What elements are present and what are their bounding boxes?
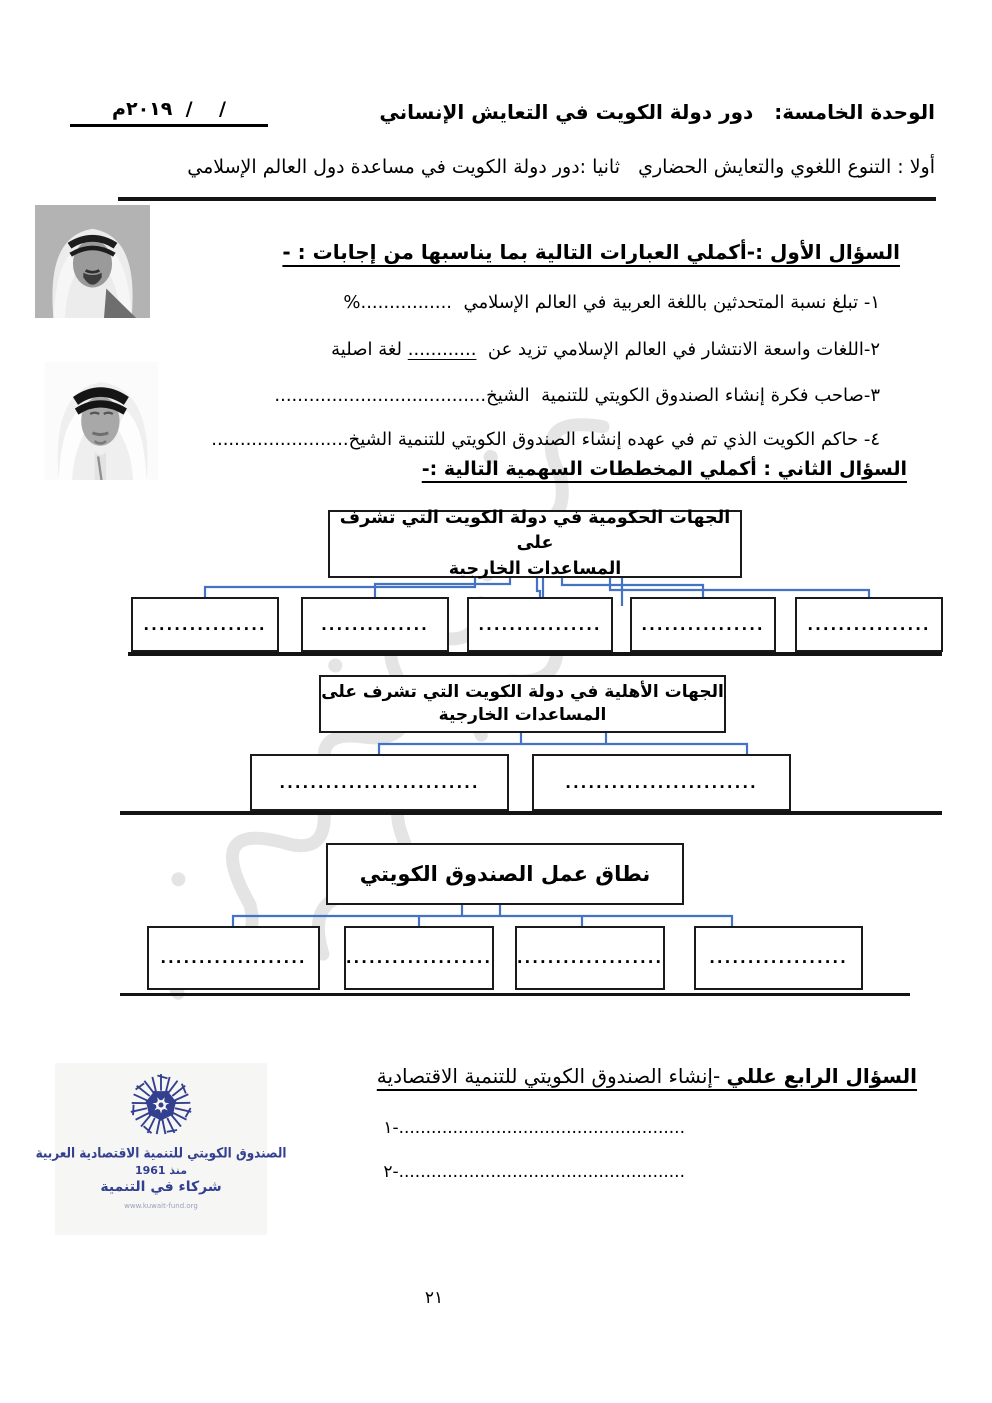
- blank-dots: ..................: [709, 949, 848, 967]
- org-chart3-title: نطاق عمل الصندوق الكويتي: [359, 862, 651, 886]
- org-chart3-blank-3: [515, 926, 665, 990]
- q1-item-3: ٣-صاحب فكرة إنشاء الصندوق الكويتي للتنمية الشيخ.....................................: [274, 385, 880, 406]
- page-title: [379, 100, 935, 124]
- blank-dots: ..........................: [279, 773, 480, 792]
- sheikh-portrait-1-image: [35, 205, 150, 318]
- sheikh-portrait-2-image: [45, 362, 158, 480]
- q4-item-2: ٢-.....................................................: [383, 1162, 685, 1182]
- org-chart1-title-line2: المساعدات الخارجية: [448, 558, 622, 579]
- chart2-divider: [120, 811, 942, 815]
- sheikh-portrait-2: [45, 362, 158, 480]
- org-chart1-blank-1: [131, 597, 279, 652]
- question1-heading: السؤال الأول :-أكملي العبارات التالية بما يناسبها من إجابات : -: [282, 240, 900, 264]
- q1-item-1: ١- تبلغ نسبة المتحدثين باللغة العربية في العالم الإسلامي ................%: [343, 292, 880, 313]
- org-chart3-blank-1: [147, 926, 320, 990]
- chart3-divider: [120, 993, 910, 996]
- blank-dots: ..............: [321, 615, 429, 634]
- org-chart2-title-line1: الجهات الأهلية في دولة الكويت التي تشرف على: [321, 682, 724, 703]
- unit-label: الوحدة الخامسة:: [774, 100, 935, 124]
- org-chart2-blank-1: [250, 754, 509, 811]
- blank-dots: ................: [641, 615, 765, 634]
- org-chart3-root: [326, 843, 684, 905]
- page-number: ٢١: [424, 1288, 444, 1308]
- org-chart1-blank-2: [301, 597, 449, 652]
- q1-item-2-text: ٢-اللغات واسعة الانتشار في العالم الإسلامي تزيد عن: [476, 339, 880, 360]
- blank-dots: ...................: [516, 949, 664, 967]
- sheikh-portrait-1: [35, 205, 150, 318]
- header-divider: [118, 197, 936, 201]
- chart1-divider: [128, 652, 942, 656]
- kuwait-fund-name: الصندوق الكويتي للتنمية الاقتصادية العربية: [35, 1144, 287, 1162]
- question4-heading: [377, 1064, 917, 1088]
- org-chart2-blank-2: [532, 754, 791, 811]
- date-field: / / ٢٠١٩م: [70, 98, 268, 127]
- blank-dots: ...................: [160, 949, 307, 967]
- kuwait-fund-tagline: شركاء في التنمية: [100, 1179, 222, 1195]
- blank-dots: ................: [807, 615, 931, 634]
- blank-dots: .........................: [565, 773, 758, 792]
- kuwait-fund-logo: [35, 1063, 287, 1235]
- q1-item-2-blank: ............: [407, 339, 477, 360]
- q4-item-1: ١-.....................................................: [383, 1118, 685, 1138]
- org-chart3-blank-4: [694, 926, 863, 990]
- org-chart1-root: [328, 507, 742, 579]
- unit-title: دور دولة الكويت في التعايش الإنساني: [379, 100, 754, 124]
- q1-item-2-suffix: لغة اصلية: [331, 339, 408, 360]
- org-chart2-root: [319, 675, 726, 733]
- blank-dots: ...................: [345, 949, 493, 967]
- kuwait-fund-since: منذ 1961: [134, 1164, 188, 1177]
- question2-heading: السؤال الثاني : أكملي المخططات السهمية التالية :-: [421, 458, 907, 480]
- org-chart3-blank-2: [344, 926, 494, 990]
- blank-dots: ................: [478, 615, 602, 634]
- q1-item-4: ٤- حاكم الكويت الذي تم في عهده إنشاء الصندوق الكويتي للتنمية الشيخ........................: [211, 429, 880, 450]
- kuwait-fund-emblem-icon: [125, 1069, 197, 1141]
- org-chart1-blank-5: [795, 597, 943, 652]
- question4-heading-bold: السؤال الرابع عللي: [726, 1064, 917, 1088]
- org-chart2-title-line2: المساعدات الخارجية: [438, 705, 607, 725]
- org-chart1-title-line1: الجهات الحكومية في دولة الكويت التي تشرف على: [339, 507, 731, 554]
- org-chart1-blank-4: [630, 597, 776, 652]
- question4-heading-rest: -إنشاء الصندوق الكويتي للتنمية الاقتصادية: [376, 1064, 727, 1088]
- kuwait-fund-url: www.kuwait-fund.org: [124, 1202, 198, 1210]
- blank-dots: ................: [143, 615, 267, 634]
- q1-item-2: [331, 339, 880, 360]
- page-subtitle: أولا : التنوع اللغوي والتعايش الحضاري ثانيا :دور دولة الكويت في مساعدة دول العالم الإسلامي: [187, 156, 935, 178]
- org-chart1-blank-3: [467, 597, 613, 652]
